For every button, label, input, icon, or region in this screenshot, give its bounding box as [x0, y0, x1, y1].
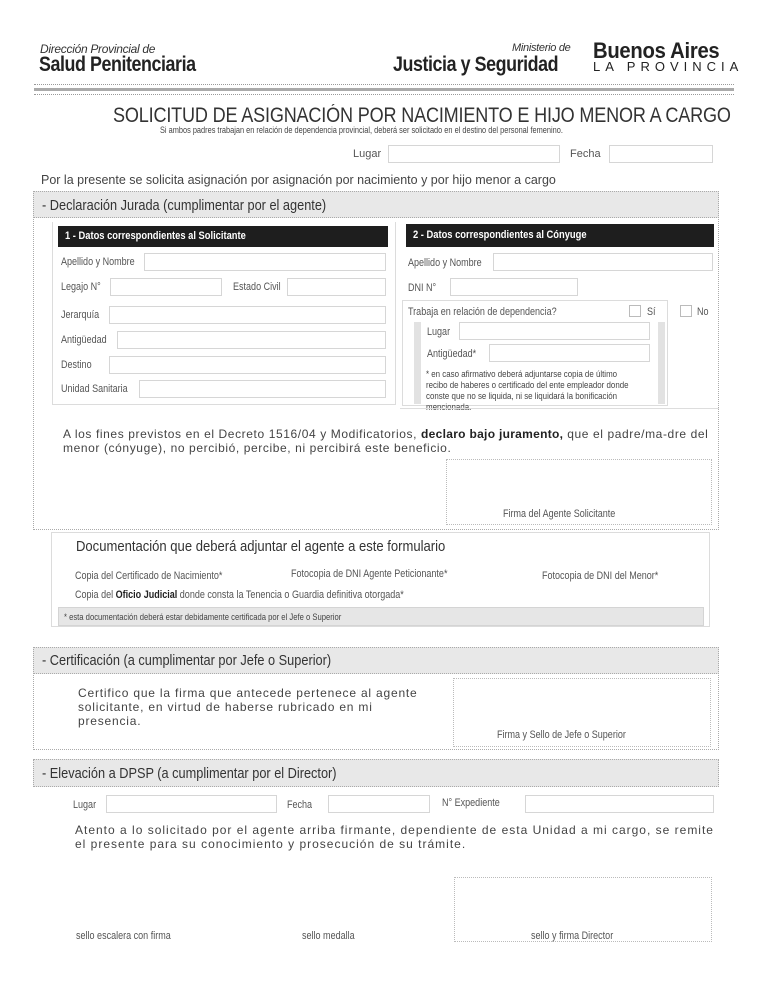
documentacion-title: Documentación que deberá adjuntar el agente a este formulario: [76, 538, 446, 555]
elev-expediente-label: N° Expediente: [442, 797, 500, 809]
header-right-subtitle: LA PROVINCIA: [593, 59, 744, 74]
elev-expediente-field[interactable]: [525, 795, 714, 813]
solicitante-header: [58, 226, 388, 247]
conyuge-divider: [400, 408, 719, 409]
trabaja-left-bar: [414, 322, 421, 404]
elev-lugar-label: Lugar: [73, 799, 97, 811]
juramento-bold: declaro bajo juramento,: [421, 427, 564, 441]
sol-estado-civil-field[interactable]: [287, 278, 386, 296]
sello-escalera-label: sello escalera con firma: [76, 930, 171, 942]
sol-apellido-field[interactable]: [144, 253, 386, 271]
sol-legajo-label: Legajo N°: [61, 281, 101, 293]
elev-lugar-field[interactable]: [106, 795, 277, 813]
con-lugar-field[interactable]: [459, 322, 650, 340]
trabaja-no-label: No: [697, 306, 709, 318]
sello-medalla-label: sello medalla: [302, 930, 355, 942]
doc-item-nacimiento: Copia del Certificado de Nacimiento*: [75, 570, 223, 582]
oficio-bold: Oficio Judicial: [115, 589, 178, 601]
firma-agente-label: Firma del Agente Solicitante: [503, 508, 616, 520]
oficio-pre: Copia del: [75, 589, 116, 601]
con-dni-field[interactable]: [450, 278, 578, 296]
sol-unidad-label: Unidad Sanitaria: [61, 383, 128, 395]
juramento-text: [63, 427, 728, 455]
form-title: SOLICITUD DE ASIGNACIÓN POR NACIMIENTO E HIJO MENOR A CARGO: [113, 104, 731, 127]
sol-unidad-field[interactable]: [139, 380, 386, 398]
sol-estado-civil-label: Estado Civil: [233, 281, 281, 293]
con-apellido-field[interactable]: [493, 253, 713, 271]
conyuge-header-label: 2 - Datos correspondientes al Cónyuge: [413, 229, 587, 241]
certificacion-title: - Certificación (a cumplimentar por Jefe o Superior): [42, 652, 332, 669]
fecha-field[interactable]: [609, 145, 713, 163]
header-divider: [34, 88, 734, 91]
conyuge-header: [406, 224, 714, 247]
con-dni-label: DNI N°: [408, 282, 437, 294]
sol-legajo-field[interactable]: [110, 278, 222, 296]
sol-destino-field[interactable]: [109, 356, 386, 374]
sello-director-label: sello y firma Director: [531, 930, 614, 942]
header-mid-title: Justicia y Seguridad: [393, 53, 559, 76]
declaracion-header: [33, 191, 719, 218]
elev-fecha-label: Fecha: [287, 799, 313, 811]
juramento-post: que el padre/ma-dre del menor (cónyuge), no percibió, percibe, ni percibirá este beneficio.: [63, 427, 709, 455]
elevacion-title: - Elevación a DPSP (a cumplimentar por el Director): [42, 765, 337, 782]
solicitante-header-label: 1 - Datos correspondientes al Solicitante: [65, 230, 246, 242]
conyuge-note: * en caso afirmativo deberá adjuntarse copia de último recibo de haberes o certificado del ente empleador donde conste que no se liquida, ni se liquidará la bonificación mencionada.: [426, 369, 629, 412]
con-antiguedad-field[interactable]: [489, 344, 650, 362]
oficio-post: donde consta la Tenencia o Guardia definitiva otorgada*: [177, 589, 404, 601]
elev-fecha-field[interactable]: [328, 795, 430, 813]
trabaja-right-bar: [658, 322, 665, 404]
documentacion-note: * esta documentación deberá estar debidamente certificada por el Jefe o Superior: [64, 612, 342, 622]
doc-item-dni-agente: Fotocopia de DNI Agente Peticionante*: [291, 568, 448, 580]
header-left-title: Salud Penitenciaria: [39, 53, 196, 76]
lugar-label: Lugar: [353, 148, 382, 160]
declaracion-title: - Declaración Jurada (cumplimentar por el agente): [42, 197, 327, 214]
documentacion-note-bar: [58, 607, 704, 626]
header-divider-dotted-top: [34, 84, 734, 85]
header-right-title: Buenos Aires: [593, 38, 720, 63]
doc-item-oficio: [75, 589, 404, 601]
juramento-pre: A los fines previstos en el Decreto 1516/04 y Modificatorios,: [63, 427, 422, 441]
con-antiguedad-label: Antigüedad*: [427, 348, 477, 360]
sol-antiguedad-field[interactable]: [117, 331, 386, 349]
intro-text: Por la presente se solicita asignación por asignación por nacimiento y por hijo menor a cargo: [41, 173, 556, 187]
trabaja-label: Trabaja en relación de dependencia?: [408, 306, 557, 318]
doc-item-dni-menor: Fotocopia de DNI del Menor*: [542, 570, 659, 582]
con-lugar-label: Lugar: [427, 326, 451, 338]
certificacion-header: [33, 647, 719, 674]
firma-jefe-label: Firma y Sello de Jefe o Superior: [497, 729, 626, 741]
header-mid-subtitle: Ministerio de: [512, 42, 571, 54]
elevacion-header: [33, 759, 719, 787]
sol-jerarquia-label: Jerarquía: [61, 309, 100, 321]
sol-jerarquia-field[interactable]: [109, 306, 386, 324]
trabaja-si-checkbox[interactable]: [629, 305, 641, 317]
trabaja-si-label: Sí: [647, 306, 656, 318]
sol-antiguedad-label: Antigüedad: [61, 334, 107, 346]
elevacion-text: Atento a lo solicitado por el agente arriba firmante, dependiente de esta Unidad a mi cargo, se remite el presente para su conocimiento y prosecución de su trámite.: [75, 823, 714, 851]
header-left-subtitle: Dirección Provincial de: [40, 42, 156, 56]
header-divider-dotted-bottom: [34, 94, 734, 95]
certificacion-text: Certifico que la firma que antecede pertenece al agente solicitante, en virtud de haberse rubricado en mi presencia.: [78, 686, 418, 728]
con-apellido-label: Apellido y Nombre: [408, 257, 482, 269]
sol-apellido-label: Apellido y Nombre: [61, 256, 135, 268]
sol-destino-label: Destino: [61, 359, 92, 371]
fecha-label: Fecha: [570, 148, 601, 160]
lugar-field[interactable]: [388, 145, 560, 163]
trabaja-no-checkbox[interactable]: [680, 305, 692, 317]
form-subtitle: Si ambos padres trabajan en relación de dependencia provincial, deberá ser solicitado en el destino del personal femenino.: [160, 125, 563, 135]
